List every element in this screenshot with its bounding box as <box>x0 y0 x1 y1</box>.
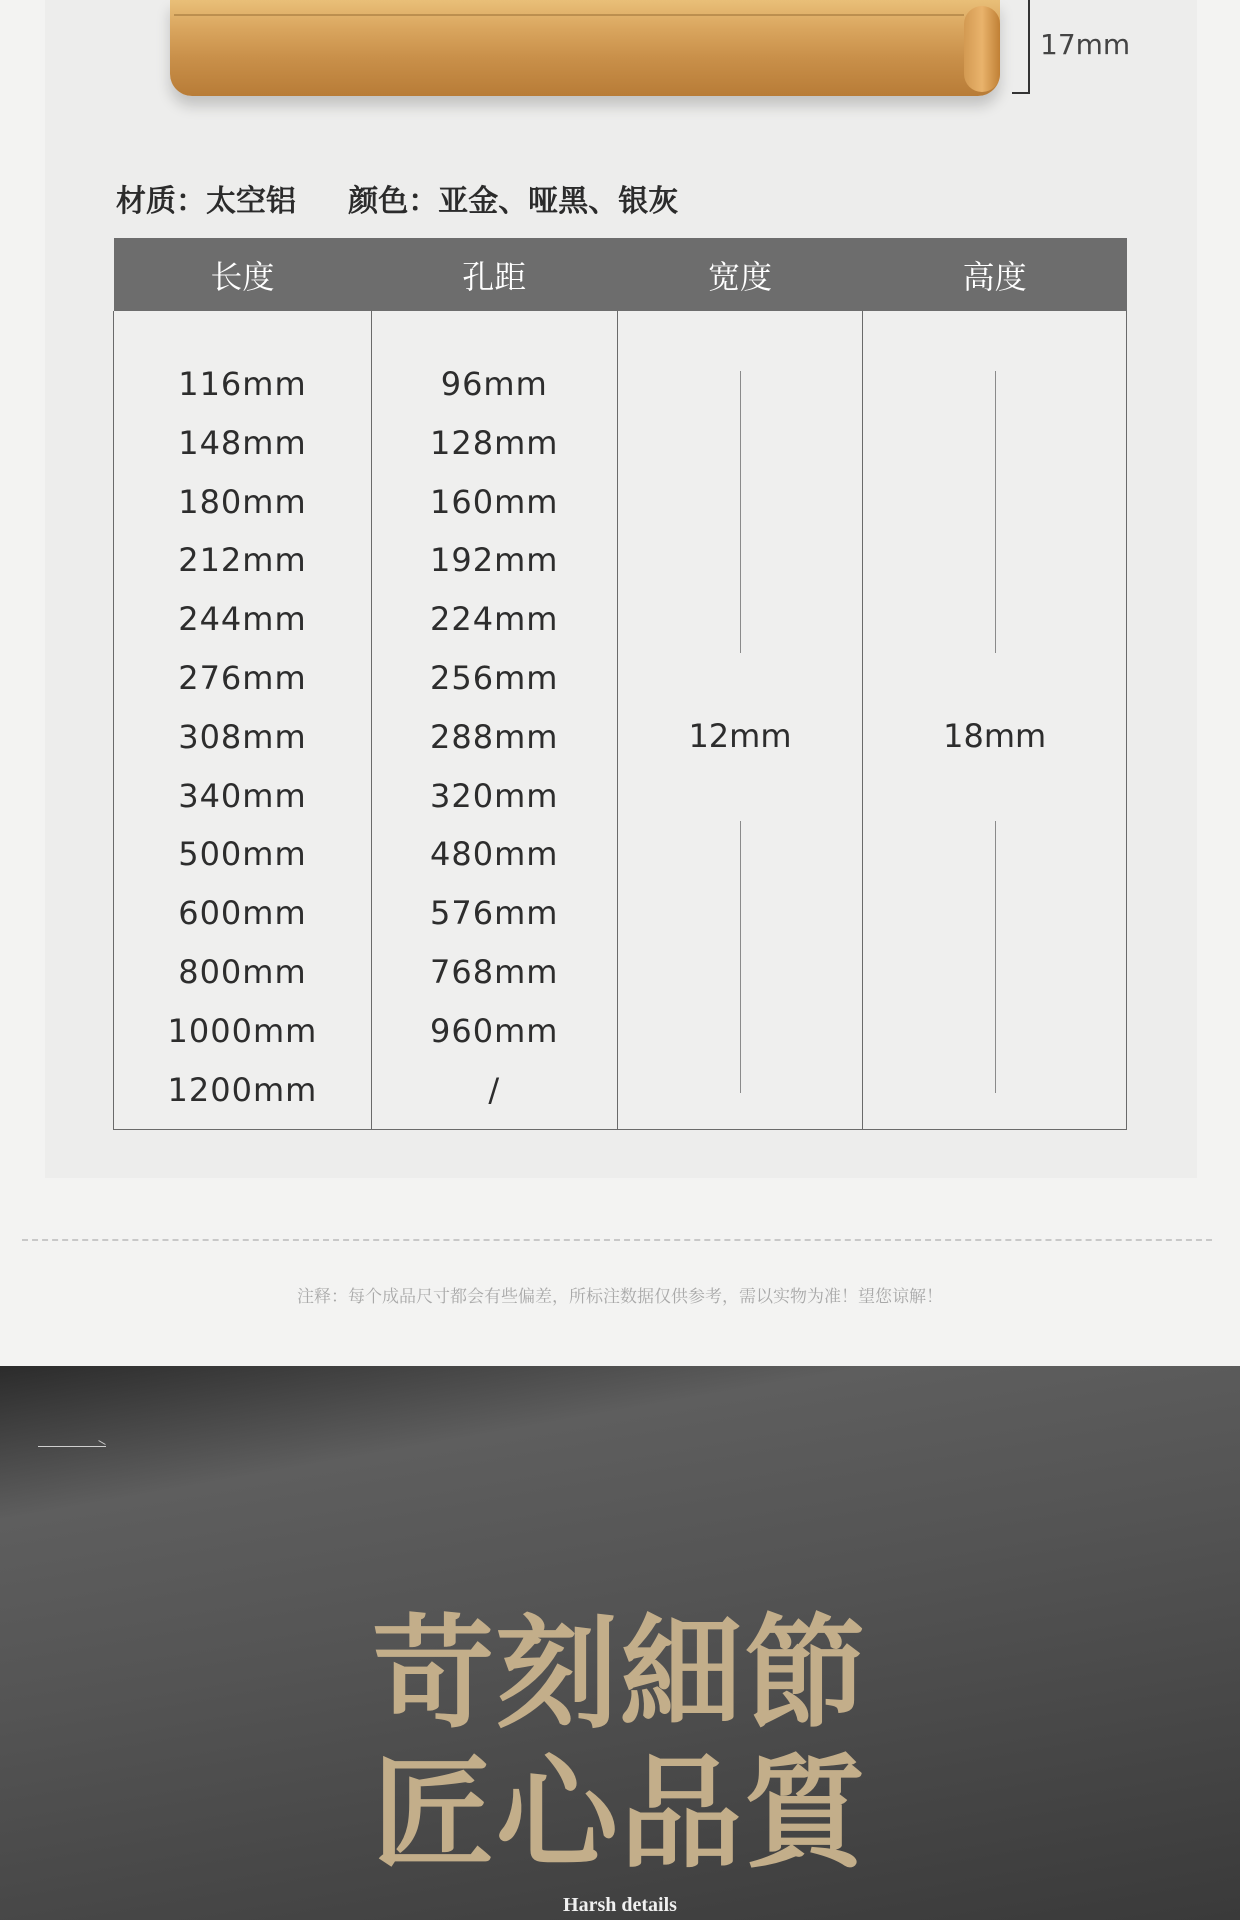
details-title-line-2: 匠心品質 <box>372 1741 868 1885</box>
material-color-spec: 材质：太空铝 颜色：亚金、哑黑、银灰 <box>116 184 679 219</box>
length-value: 600mm <box>178 894 307 933</box>
length-value: 180mm <box>178 482 307 521</box>
hole-distance-value: 768mm <box>430 952 559 991</box>
length-value: 244mm <box>178 600 307 639</box>
length-value: 116mm <box>178 365 307 403</box>
hole-distance-column <box>371 311 617 1130</box>
hole-distance-value: / <box>488 1070 501 1109</box>
details-subtitle: Harsh details <box>563 1894 677 1916</box>
length-value: 800mm <box>178 952 307 991</box>
hole-distance-value: 96mm <box>440 365 548 403</box>
hole-distance-value: 480mm <box>430 835 559 874</box>
hole-distance-value: 224mm <box>430 600 559 639</box>
length-value: 276mm <box>178 658 307 697</box>
height-column <box>863 311 1127 1130</box>
hole-distance-value: 288mm <box>430 717 559 756</box>
header-length: 长度 <box>114 238 372 311</box>
hole-distance-value: 128mm <box>430 423 559 462</box>
length-value: 340mm <box>178 776 307 815</box>
hole-distance-value: 256mm <box>430 658 559 697</box>
arrow-right-icon <box>38 1446 106 1447</box>
hole-distance-value: 576mm <box>430 894 559 933</box>
disclaimer-note: 注释：每个成品尺寸都会有些偏差，所标注数据仅供参考，需以实物为准！望您谅解！ <box>297 1287 943 1307</box>
height-dimension-label: 17mm <box>1040 28 1131 61</box>
hole-distance-value: 192mm <box>430 541 559 580</box>
header-height: 高度 <box>863 238 1127 311</box>
length-value: 1000mm <box>167 1011 318 1050</box>
width-column <box>617 311 863 1130</box>
length-value: 308mm <box>178 717 307 756</box>
table-body-row <box>114 311 1127 1130</box>
width-value: 12mm <box>688 717 792 755</box>
width-line-top <box>740 371 741 653</box>
height-line-bottom <box>995 821 996 1093</box>
dimension-bracket <box>1012 0 1030 94</box>
handle-product-image <box>170 0 1000 96</box>
header-width: 宽度 <box>617 238 863 311</box>
height-value: 18mm <box>943 717 1047 755</box>
dashed-divider <box>22 1239 1212 1241</box>
header-hole-distance: 孔距 <box>371 238 617 311</box>
hole-distance-list <box>372 311 617 1119</box>
length-value: 148mm <box>178 423 307 462</box>
hole-distance-value: 160mm <box>430 482 559 521</box>
hole-distance-value: 960mm <box>430 1011 559 1050</box>
details-banner <box>0 1366 1240 1920</box>
width-line-bottom <box>740 821 741 1093</box>
size-table <box>113 238 1127 1130</box>
details-title-line-1: 苛刻細節 <box>372 1601 868 1745</box>
length-column <box>114 311 372 1130</box>
length-value: 500mm <box>178 835 307 874</box>
hole-distance-value: 320mm <box>430 776 559 815</box>
height-line-top <box>995 371 996 653</box>
length-list <box>114 311 371 1119</box>
length-value: 212mm <box>178 541 307 580</box>
length-value: 1200mm <box>167 1070 318 1109</box>
table-header-row <box>114 238 1127 311</box>
